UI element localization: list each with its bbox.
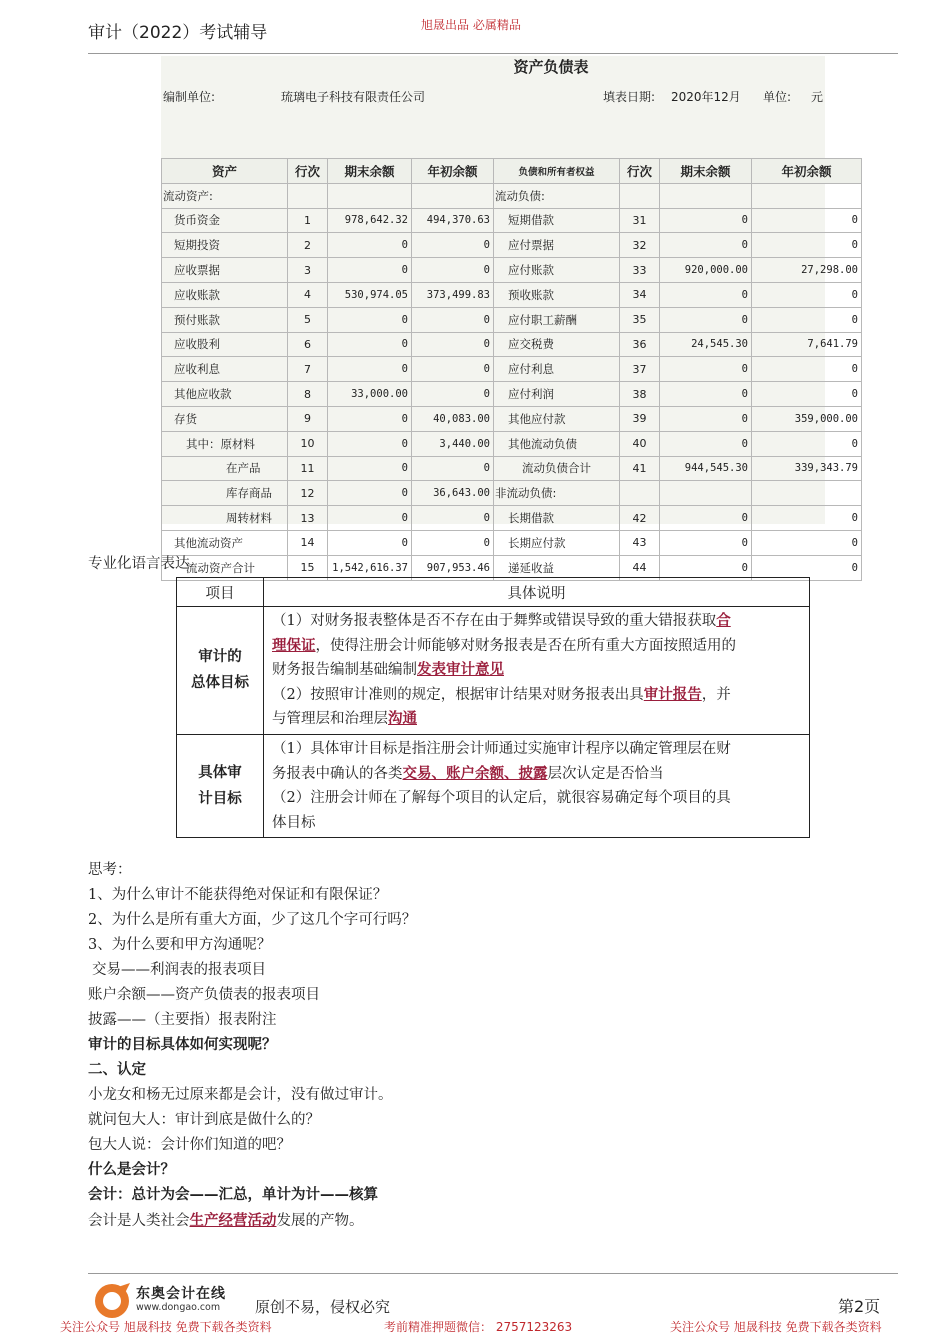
balance-sheet-cell (620, 481, 660, 506)
header-divider (88, 53, 898, 54)
label-line: 具体审 (198, 764, 242, 782)
balance-sheet-cell: 0 (752, 357, 862, 382)
balance-sheet-cell: 0 (328, 481, 412, 506)
balance-sheet-cell: 0 (660, 506, 752, 531)
balance-sheet-cell: 10 (288, 431, 328, 456)
label-line: 审计的 (198, 648, 242, 666)
balance-sheet-header-row (162, 159, 862, 184)
balance-sheet-cell: 32 (620, 233, 660, 258)
balance-sheet-cell: 其他应付款 (494, 406, 620, 431)
balance-sheet-cell: 0 (412, 258, 494, 283)
balance-sheet-cell: 7,641.79 (752, 332, 862, 357)
balance-sheet-col-header: 行次 (620, 159, 660, 184)
balance-sheet-row (162, 233, 862, 258)
detail-line: 与管理层和治理层沟通 (272, 710, 417, 728)
balance-sheet-cell: 12 (288, 481, 328, 506)
balance-sheet-cell: 0 (660, 530, 752, 555)
balance-sheet-cell: 长期应付款 (494, 530, 620, 555)
balance-sheet-cell: 0 (412, 456, 494, 481)
audit-col-item: 项目 (177, 578, 264, 607)
balance-sheet-cell: 其他应收款 (162, 382, 288, 407)
audit-row-specific (177, 734, 810, 837)
question-1: 1、为什么审计不能获得绝对保证和有限保证？ (88, 887, 388, 903)
balance-sheet-cell: 0 (660, 382, 752, 407)
balance-sheet-cell: 0 (328, 406, 412, 431)
detail-line: （1）具体审计目标是指注册会计师通过实施审计程序以确定管理层在财 (272, 740, 731, 757)
detail-line: （2）注册会计师在了解每个项目的认定后，就很容易确定每个项目的具 (272, 790, 731, 807)
balance-sheet-row (162, 357, 862, 382)
balance-sheet-row (162, 506, 862, 531)
question-3: 3、为什么要和甲方沟通呢？ (88, 937, 272, 953)
balance-sheet-cell: 0 (660, 431, 752, 456)
footer-promo-bar (0, 1318, 950, 1340)
audit-row-specific-label (177, 734, 264, 837)
balance-sheet-cell: 907,953.46 (412, 555, 494, 580)
balance-sheet-cell: 0 (660, 282, 752, 307)
balance-sheet-cell: 0 (328, 357, 412, 382)
balance-sheet-cell: 3,440.00 (412, 431, 494, 456)
audit-row-overall-label (177, 607, 264, 735)
balance-sheet-cell: 44 (620, 555, 660, 580)
detail-line: 财务报告编制基础编制发表审计意见 (272, 661, 504, 679)
how-question: 审计的目标具体如何实现呢？ (88, 1037, 277, 1053)
balance-sheet-cell: 应收票据 (162, 258, 288, 283)
accounting-definition: 会计：总计为会——汇总，单计为计——核算 (88, 1187, 378, 1203)
balance-sheet-cell: 978,642.32 (328, 208, 412, 233)
balance-sheet-cell (412, 183, 494, 208)
balance-sheet-cell: 14 (288, 530, 328, 555)
balance-sheet-cell: 预收账款 (494, 282, 620, 307)
balance-sheet-row (162, 307, 862, 332)
note-transaction: 交易——利润表的报表项目 (92, 962, 266, 978)
balance-sheet-cell: 339,343.79 (752, 456, 862, 481)
balance-sheet-row (162, 258, 862, 283)
story-line-1: 小龙女和杨无过原来都是会计，没有做过审计。 (88, 1087, 393, 1103)
footer-copyright: 原创不易，侵权必究 (255, 1298, 391, 1316)
logo-name: 东奥会计在线 (136, 1286, 226, 1302)
balance-sheet-cell: 24,545.30 (660, 332, 752, 357)
balance-sheet-col-header: 行次 (288, 159, 328, 184)
balance-sheet-table (161, 158, 862, 581)
detail-line: 体目标 (272, 814, 316, 831)
balance-sheet-cell: 应付账款 (494, 258, 620, 283)
balance-sheet-cell: 0 (328, 456, 412, 481)
balance-sheet-cell: 0 (328, 506, 412, 531)
balance-sheet-cell: 0 (752, 431, 862, 456)
balance-sheet-cell: 36 (620, 332, 660, 357)
balance-sheet-cell: 40 (620, 431, 660, 456)
balance-sheet-cell: 1 (288, 208, 328, 233)
balance-sheet-cell: 预付账款 (162, 307, 288, 332)
balance-sheet-col-header: 负债和所有者权益 (494, 159, 620, 184)
balance-sheet-cell: 0 (752, 530, 862, 555)
balance-sheet-cell: 0 (660, 555, 752, 580)
balance-sheet-cell: 0 (412, 357, 494, 382)
balance-sheet-cell: 0 (660, 307, 752, 332)
balance-sheet-cell: 43 (620, 530, 660, 555)
audit-row-specific-detail (264, 734, 810, 837)
balance-sheet-cell: 流动负债: (494, 183, 620, 208)
company-name: 琉璃电子科技有限责任公司 (281, 90, 426, 104)
balance-sheet-cell: 流动负债合计 (494, 456, 620, 481)
section-2-heading: 二、认定 (88, 1062, 146, 1078)
balance-sheet-cell: 5 (288, 307, 328, 332)
detail-line: 理保证，使得注册会计师能够对财务报表是否在所有重大方面按照适用的 (272, 636, 736, 654)
balance-sheet-cell: 其他流动资产 (162, 530, 288, 555)
balance-sheet-cell: 0 (412, 382, 494, 407)
balance-sheet-cell: 36,643.00 (412, 481, 494, 506)
balance-sheet-cell: 其中：原材料 (162, 431, 288, 456)
balance-sheet-cell: 37 (620, 357, 660, 382)
balance-sheet-row (162, 332, 862, 357)
balance-sheet-row (162, 282, 862, 307)
balance-sheet-cell: 35 (620, 307, 660, 332)
page-number: 第2页 (838, 1297, 881, 1316)
label-line: 总体目标 (191, 674, 249, 692)
balance-sheet-cell: 存货 (162, 406, 288, 431)
balance-sheet-cell: 0 (328, 233, 412, 258)
balance-sheet-cell: 38 (620, 382, 660, 407)
balance-sheet-row (162, 382, 862, 407)
balance-sheet-cell: 8 (288, 382, 328, 407)
balance-sheet-cell: 0 (752, 307, 862, 332)
balance-sheet-col-header: 资产 (162, 159, 288, 184)
balance-sheet-row (162, 406, 862, 431)
footer-promo-right: 关注公众号 旭晟科技 免费下载各类资料 (670, 1320, 882, 1334)
detail-line: （1）对财务报表整体是否不存在由于舞弊或错误导致的重大错报获取合 (272, 612, 731, 629)
header-slogan: 旭晟出品 必属精品 (421, 18, 521, 32)
unit-value: 元 (811, 90, 824, 104)
balance-sheet-cell: 0 (328, 258, 412, 283)
balance-sheet-cell: 应付票据 (494, 233, 620, 258)
balance-sheet-cell (328, 183, 412, 208)
balance-sheet-cell: 0 (328, 431, 412, 456)
balance-sheet-cell (620, 183, 660, 208)
balance-sheet-cell: 应付利润 (494, 382, 620, 407)
balance-sheet-row (162, 530, 862, 555)
balance-sheet-cell: 920,000.00 (660, 258, 752, 283)
balance-sheet-cell: 0 (660, 357, 752, 382)
balance-sheet-cell: 应收账款 (162, 282, 288, 307)
balance-sheet-cell: 6 (288, 332, 328, 357)
balance-sheet-col-header: 年初余额 (752, 159, 862, 184)
balance-sheet-cell: 41 (620, 456, 660, 481)
balance-sheet-col-header: 年初余额 (412, 159, 494, 184)
balance-sheet-col-header: 期末余额 (660, 159, 752, 184)
balance-sheet-cell: 2 (288, 233, 328, 258)
audit-table-header (177, 578, 810, 607)
balance-sheet-cell: 0 (660, 233, 752, 258)
balance-sheet-cell: 0 (412, 530, 494, 555)
balance-sheet-cell (660, 183, 752, 208)
think-heading: 思考： (88, 862, 132, 878)
balance-sheet-row (162, 183, 862, 208)
balance-sheet-cell: 0 (752, 233, 862, 258)
balance-sheet-cell: 0 (752, 555, 862, 580)
balance-sheet-cell: 0 (412, 233, 494, 258)
audit-col-detail: 具体说明 (264, 578, 810, 607)
audit-objectives-table (176, 577, 810, 838)
balance-sheet-cell: 0 (328, 307, 412, 332)
balance-sheet-cell: 应付利息 (494, 357, 620, 382)
balance-sheet-cell: 31 (620, 208, 660, 233)
balance-sheet-cell: 0 (328, 530, 412, 555)
balance-sheet-row (162, 208, 862, 233)
balance-sheet-cell: 在产品 (162, 456, 288, 481)
balance-sheet-cell: 9 (288, 406, 328, 431)
balance-sheet-cell: 库存商品 (162, 481, 288, 506)
balance-sheet-cell: 530,974.05 (328, 282, 412, 307)
balance-sheet-cell: 0 (328, 332, 412, 357)
unit-label: 单位: (763, 90, 792, 104)
balance-sheet-cell: 39 (620, 406, 660, 431)
question-2: 2、为什么是所有重大方面，少了这几个字可行吗？ (88, 912, 417, 928)
balance-sheet-col-header: 期末余额 (328, 159, 412, 184)
balance-sheet-cell: 11 (288, 456, 328, 481)
balance-sheet-row (162, 481, 862, 506)
what-is-accounting: 什么是会计？ (88, 1162, 175, 1178)
balance-sheet-cell (752, 481, 862, 506)
balance-sheet-row (162, 456, 862, 481)
balance-sheet-cell: 373,499.83 (412, 282, 494, 307)
label-line: 计目标 (198, 790, 242, 808)
balance-sheet-cell: 非流动负债: (494, 481, 620, 506)
balance-sheet-row (162, 431, 862, 456)
accounting-origin: 会计是人类社会生产经营活动发展的产物。 (88, 1212, 364, 1229)
balance-sheet-cell: 0 (752, 208, 862, 233)
balance-sheet-cell: 应交税费 (494, 332, 620, 357)
balance-sheet-cell: 货币资金 (162, 208, 288, 233)
balance-sheet-cell: 4 (288, 282, 328, 307)
balance-sheet-cell: 递延收益 (494, 555, 620, 580)
balance-sheet-cell: 40,083.00 (412, 406, 494, 431)
logo-url: www.dongao.com (136, 1302, 221, 1313)
company-label: 编制单位: (163, 90, 216, 104)
note-disclosure: 披露——（主要指）报表附注 (88, 1012, 277, 1028)
balance-sheet-cell: 流动资产合计 (162, 555, 288, 580)
balance-sheet-cell: 其他流动负债 (494, 431, 620, 456)
balance-sheet-cell: 0 (660, 406, 752, 431)
balance-sheet-cell: 0 (752, 282, 862, 307)
note-account-balance: 账户余额——资产负债表的报表项目 (88, 987, 320, 1003)
balance-sheet-title: 资产负债表 (513, 58, 589, 76)
balance-sheet-cell: 0 (412, 506, 494, 531)
balance-sheet-cell: 13 (288, 506, 328, 531)
balance-sheet-cell (288, 183, 328, 208)
audit-row-overall-detail (264, 607, 810, 735)
balance-sheet-cell: 短期投资 (162, 233, 288, 258)
detail-line: （2）按照审计准则的规定，根据审计结果对财务报表出具审计报告，并 (272, 685, 731, 703)
balance-sheet-cell: 42 (620, 506, 660, 531)
date-label: 填表日期: (603, 90, 656, 104)
balance-sheet-cell: 周转材料 (162, 506, 288, 531)
balance-sheet-cell: 494,370.63 (412, 208, 494, 233)
balance-sheet-cell: 流动资产: (162, 183, 288, 208)
footer-promo-wechat: 考前精准押题微信： 2757123263 (384, 1320, 573, 1334)
balance-sheet-meta (161, 86, 861, 106)
footer-divider (88, 1273, 898, 1274)
balance-sheet-cell: 944,545.30 (660, 456, 752, 481)
balance-sheet-cell: 短期借款 (494, 208, 620, 233)
balance-sheet-cell: 1,542,616.37 (328, 555, 412, 580)
document-header-title: 审计（2022）考试辅导 (88, 23, 268, 43)
balance-sheet-cell: 7 (288, 357, 328, 382)
audit-row-overall (177, 607, 810, 735)
balance-sheet-cell: 27,298.00 (752, 258, 862, 283)
date-value: 2020年12月 (671, 90, 741, 104)
balance-sheet-cell (660, 481, 752, 506)
balance-sheet-cell: 15 (288, 555, 328, 580)
story-line-2: 就问包大人：审计到底是做什么的？ (88, 1112, 320, 1128)
detail-line: 务报表中确认的各类交易、账户余额、披露层次认定是否恰当 (272, 764, 664, 782)
balance-sheet-cell: 33 (620, 258, 660, 283)
story-line-3: 包大人说：会计你们知道的吧？ (88, 1137, 291, 1153)
balance-sheet-cell: 应收利息 (162, 357, 288, 382)
balance-sheet-cell: 33,000.00 (328, 382, 412, 407)
balance-sheet-cell: 应付职工薪酬 (494, 307, 620, 332)
balance-sheet-cell: 3 (288, 258, 328, 283)
balance-sheet-cell: 0 (660, 208, 752, 233)
balance-sheet-cell (752, 183, 862, 208)
balance-sheet-cell: 应收股利 (162, 332, 288, 357)
balance-sheet-cell: 359,000.00 (752, 406, 862, 431)
balance-sheet-cell: 长期借款 (494, 506, 620, 531)
footer-promo-left: 关注公众号 旭晟科技 免费下载各类资料 (60, 1320, 272, 1334)
balance-sheet-cell: 0 (412, 332, 494, 357)
balance-sheet-cell: 0 (412, 307, 494, 332)
balance-sheet-cell: 0 (752, 382, 862, 407)
balance-sheet-cell: 34 (620, 282, 660, 307)
balance-sheet-cell: 0 (752, 506, 862, 531)
section-title: 专业化语言表达 (88, 556, 190, 572)
balance-sheet-image (161, 56, 858, 575)
